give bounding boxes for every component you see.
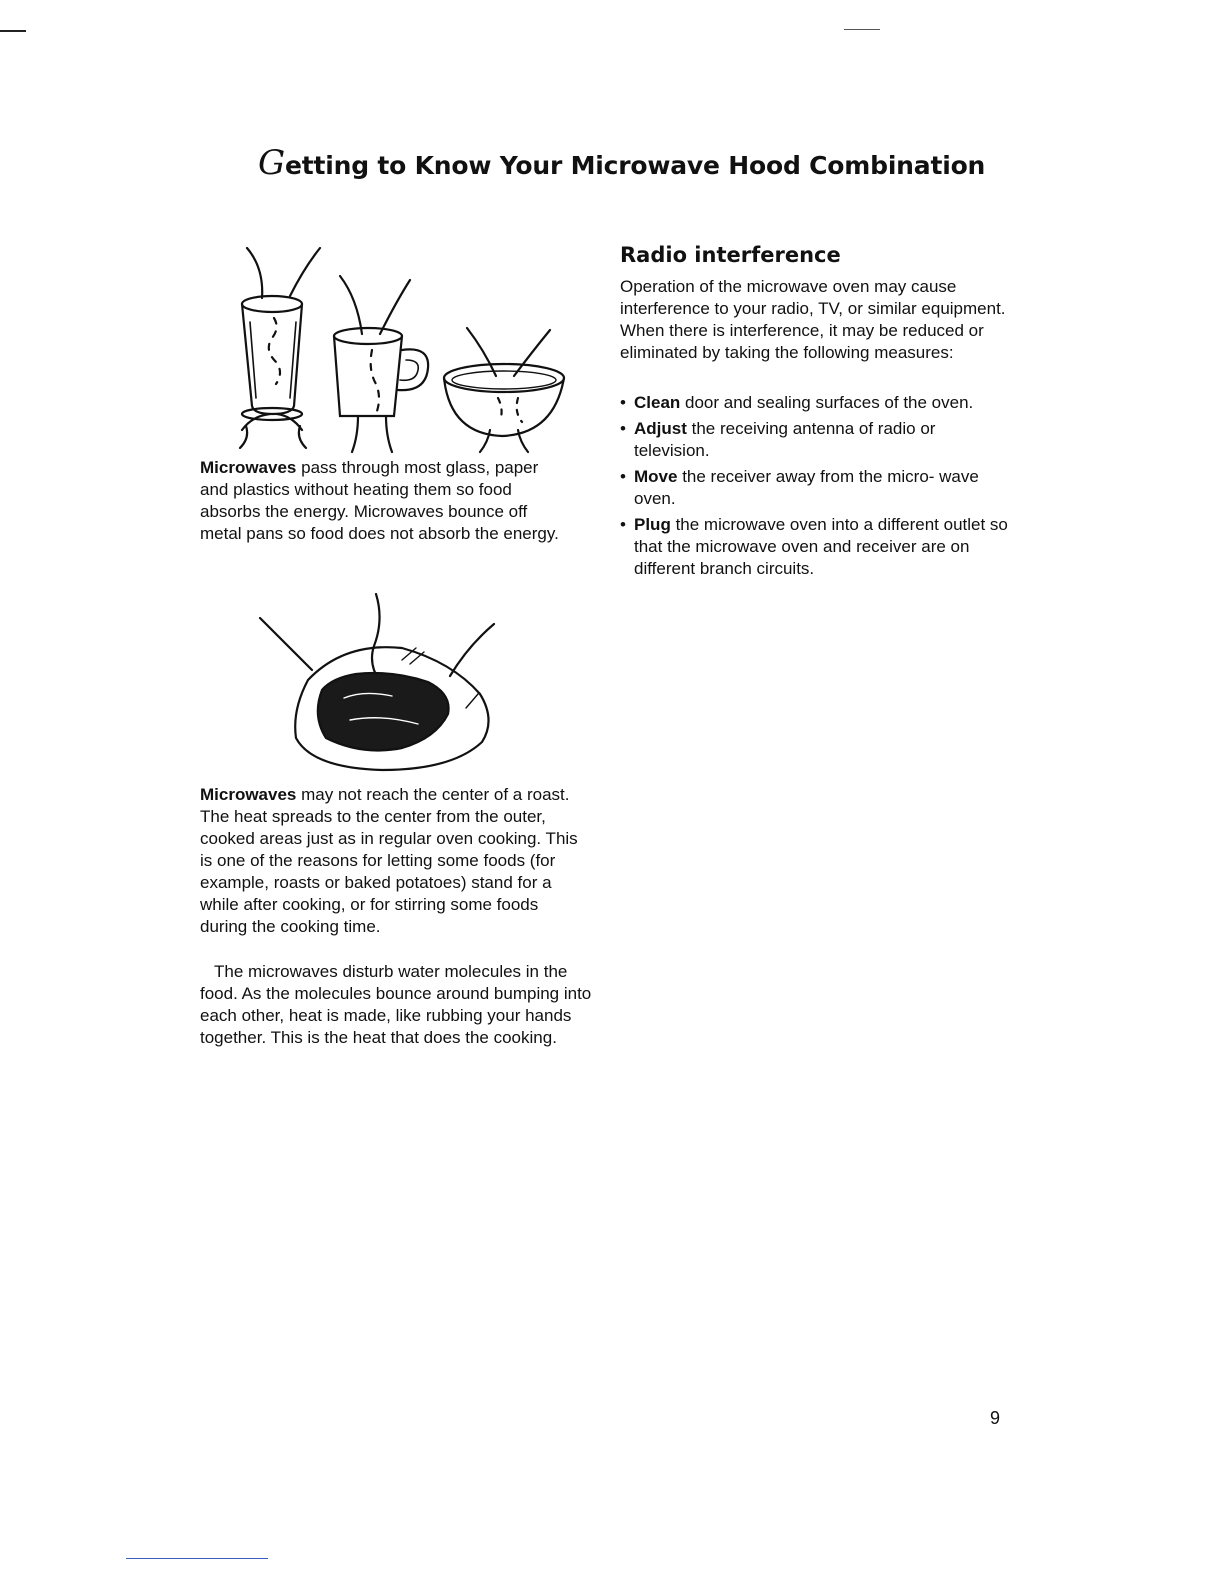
bullet-icon: • (620, 393, 626, 412)
scan-mark (126, 1558, 268, 1559)
paragraph-glass (200, 457, 570, 545)
list-item (620, 392, 1010, 414)
paragraph-roast (200, 784, 580, 938)
section-heading-radio-interference: Radio interference (620, 243, 841, 267)
list-item-text: the microwave oven into a different outlet so that the microwave oven and receiver are on different branch circuits. (634, 515, 1008, 578)
list-item-text: the receiving antenna of radio or television. (634, 419, 936, 460)
roast-illustration (252, 590, 512, 780)
bullet-icon: • (620, 515, 626, 534)
scan-mark (844, 29, 880, 30)
lead-word: Clean (634, 393, 681, 412)
list-item (620, 514, 1010, 580)
lead-word: Plug (634, 515, 671, 534)
bullet-icon: • (620, 419, 626, 438)
page-title (258, 143, 1018, 183)
lead-word: Microwaves (200, 785, 297, 804)
title-initial: G (258, 143, 285, 183)
measures-list (620, 392, 1010, 584)
title-text: etting to Know Your Microwave Hood Combination (284, 151, 986, 180)
paragraph-radio-intro: Operation of the microwave oven may cause interference to your radio, TV, or similar equipment. When there is interference, it may be reduced or eliminated by taking the following measures: (620, 277, 1006, 362)
lead-word: Adjust (634, 419, 687, 438)
lead-word: Microwaves (200, 458, 297, 477)
bullet-icon: • (620, 467, 626, 486)
glass-container-illustration (222, 238, 582, 456)
page-number: 9 (990, 1408, 1001, 1428)
scan-mark (0, 30, 26, 32)
paragraph-text: pass through most glass, paper and plastics without heating them so food absorbs the energy. Microwaves bounce off metal pans so food does not absorb the energy. (200, 458, 559, 543)
list-item-text: the receiver away from the micro- wave oven. (634, 467, 979, 508)
paragraph-text: may not reach the center of a roast. The heat spreads to the center from the outer, cooked areas just as in regular oven cooking. This is one of the reasons for letting some foods (for example, roasts or baked potatoes) stand for a while after cooking, or for stirring some foods during the cooking time. (200, 785, 578, 936)
list-item-text: door and sealing surfaces of the oven. (680, 393, 974, 412)
lead-word: Move (634, 467, 678, 486)
list-item (620, 418, 1010, 462)
list-item (620, 466, 1010, 510)
paragraph-molecules: The microwaves disturb water molecules in the food. As the molecules bounce around bumping into each other, heat is made, like rubbing your hands together. This is the heat that does the cooking. (200, 962, 592, 1047)
